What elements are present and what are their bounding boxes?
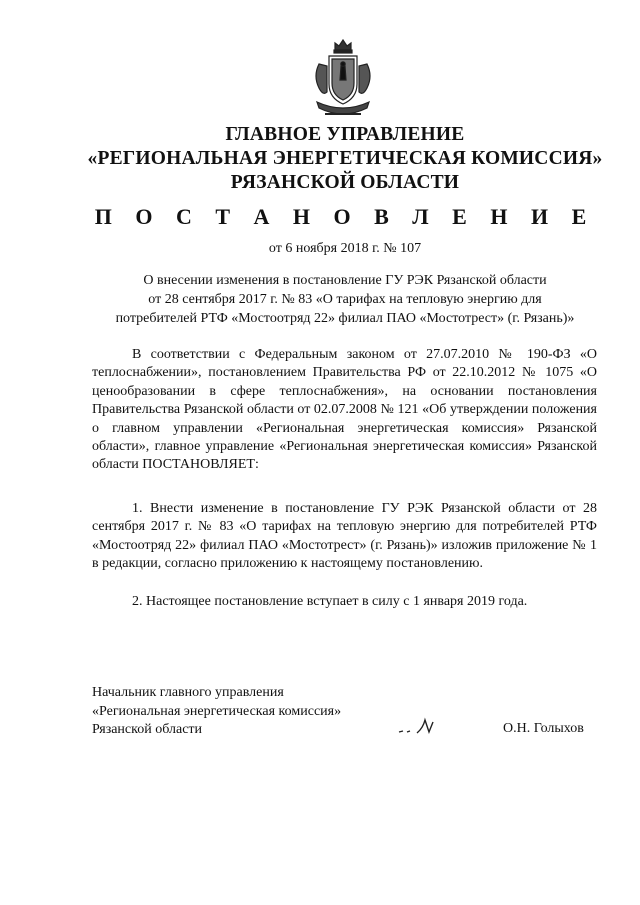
signatory-title: [92, 684, 341, 740]
document-subject: [80, 271, 610, 328]
handwritten-signature: [395, 716, 445, 738]
resolution-item-2: 2. Настоящее постановление вступает в силу с 1 января 2019 года.: [132, 594, 528, 609]
document-date-number: от 6 ноября 2018 г. № 107: [268, 241, 422, 256]
resolution-item-1: 1. Внести изменение в постановление ГУ РЭК Рязанской области от 28 сентября 2017 г. № 83 «О тарифах на тепловую энергию для потребителей РТФ «Мостоотряд 22» филиал ПАО «Мостотрест» (г. Рязань)» изложив приложение № 1 в редакции, согласно приложению к настоящему постановлению.: [92, 501, 597, 572]
signatory-title-line: Рязанской области: [92, 722, 203, 737]
subject-line: потребителей РТФ «Мостоотряд 22» филиал ПАО «Мостотрест» (г. Рязань)»: [115, 311, 575, 326]
coat-of-arms-icon: [305, 36, 381, 132]
signatory-name: О.Н. Голыхов: [503, 721, 584, 736]
subject-line: О внесении изменения в постановление ГУ РЭК Рязанской области: [143, 273, 547, 288]
signatory-title-line: «Региональная энергетическая комиссия»: [92, 703, 342, 719]
subject-line: от 28 сентября 2017 г. № 83 «О тарифах на тепловую энергию для: [148, 292, 542, 307]
preamble-paragraph: В соответствии с Федеральным законом от 27.07.2010 № 190-ФЗ «О теплоснабжении», постановлением Правительства РФ от 22.10.2012 № 1075 «О ценообразовании в сфере теплоснабжения», на основании постановления Правительства Рязанской области от 02.07.2008 № 121 «Об утверждении положения о главном управлении «Региональная энергетическая комиссия» Рязанской области», главное управление «Региональная энергетическая комиссия» Рязанской области ПОСТАНОВЛЯЕТ:: [92, 347, 597, 473]
org-title-line3: РЯЗАНСКОЙ ОБЛАСТИ: [230, 172, 460, 193]
document-type-heading: П О С Т А Н О В Л Е Н И Е: [94, 204, 596, 229]
org-title-line2: «РЕГИОНАЛЬНАЯ ЭНЕРГЕТИЧЕСКАЯ КОМИССИЯ»: [87, 148, 603, 169]
org-title-line1: ГЛАВНОЕ УПРАВЛЕНИЕ: [225, 124, 465, 145]
signatory-title-line: Начальник главного управления: [92, 685, 284, 700]
